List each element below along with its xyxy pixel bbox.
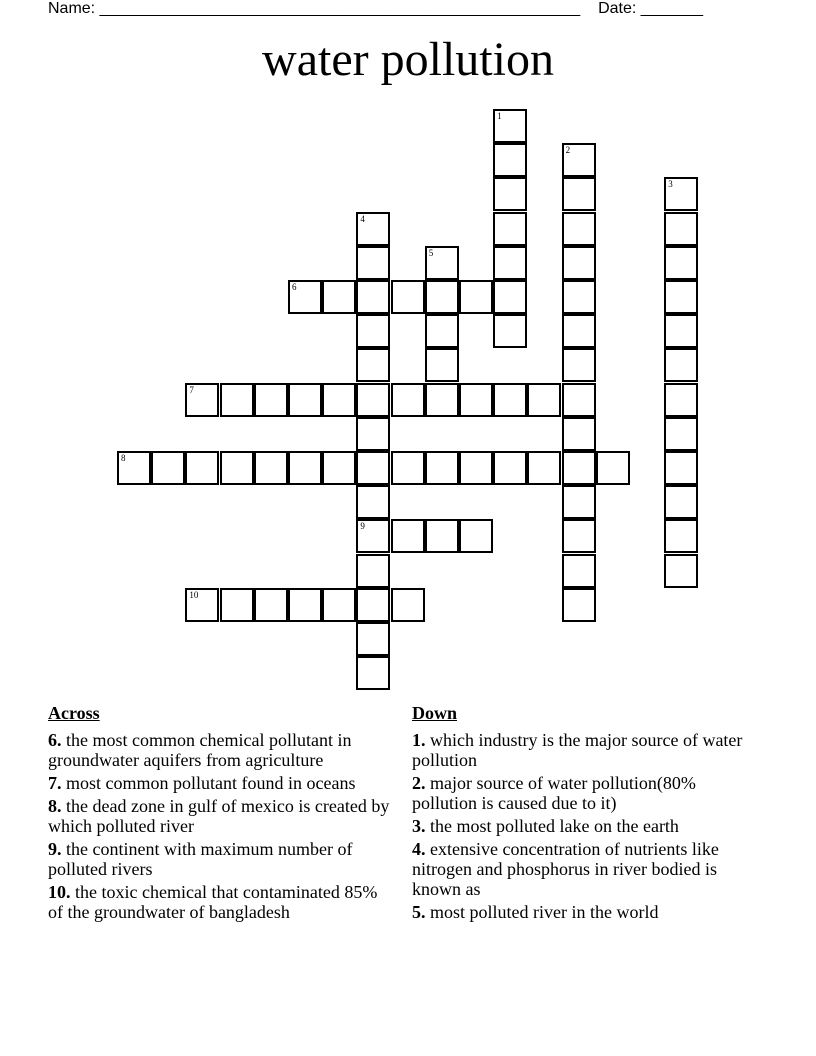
crossword-cell[interactable] xyxy=(459,383,493,417)
crossword-cell[interactable] xyxy=(562,485,596,519)
crossword-cell[interactable] xyxy=(664,451,698,485)
crossword-cell[interactable] xyxy=(664,485,698,519)
crossword-cell[interactable] xyxy=(562,246,596,280)
crossword-cell[interactable] xyxy=(493,383,527,417)
crossword-cell[interactable] xyxy=(527,451,561,485)
crossword-cell[interactable] xyxy=(356,519,390,553)
crossword-cell[interactable] xyxy=(562,348,596,382)
crossword-cell[interactable] xyxy=(493,246,527,280)
crossword-cell[interactable] xyxy=(562,143,596,177)
crossword-cell[interactable] xyxy=(596,451,630,485)
cell-number: 8 xyxy=(121,453,126,463)
crossword-cell[interactable] xyxy=(425,451,459,485)
crossword-cell[interactable] xyxy=(664,177,698,211)
clue-across-6 xyxy=(48,730,393,770)
crossword-cell[interactable] xyxy=(356,554,390,588)
crossword-cell[interactable] xyxy=(493,109,527,143)
clue-text: most common pollutant found in oceans xyxy=(66,773,356,793)
clue-down-2 xyxy=(412,773,757,813)
crossword-cell[interactable] xyxy=(664,383,698,417)
crossword-cell[interactable] xyxy=(288,383,322,417)
cell-number: 2 xyxy=(565,145,571,156)
clue-text: the dead zone in gulf of mexico is created by which polluted river xyxy=(48,796,390,836)
crossword-cell[interactable] xyxy=(254,383,288,417)
cell-number: 9 xyxy=(360,521,365,532)
crossword-cell[interactable] xyxy=(391,451,425,485)
crossword-cell[interactable] xyxy=(391,383,425,417)
crossword-cell[interactable] xyxy=(185,451,219,485)
cell-number: 4 xyxy=(360,213,365,224)
crossword-cell[interactable] xyxy=(664,519,698,553)
crossword-cell[interactable] xyxy=(391,588,425,622)
crossword-cell[interactable] xyxy=(151,451,185,485)
page-title: water pollution xyxy=(262,33,554,86)
crossword-cell[interactable] xyxy=(493,280,527,314)
cell-number: 7 xyxy=(189,384,194,395)
crossword-cell[interactable] xyxy=(562,314,596,348)
clue-down-5 xyxy=(412,902,757,922)
crossword-cell[interactable] xyxy=(356,485,390,519)
clue-text: the continent with maximum number of polluted rivers xyxy=(48,839,353,879)
crossword-cell[interactable] xyxy=(391,519,425,553)
crossword-cell[interactable] xyxy=(664,554,698,588)
clue-text: most polluted river in the world xyxy=(430,902,659,922)
clue-number: 10. xyxy=(48,882,71,902)
crossword-cell[interactable] xyxy=(664,280,698,314)
crossword-cell[interactable] xyxy=(288,280,322,314)
crossword-cell[interactable] xyxy=(117,451,151,485)
crossword-cell[interactable] xyxy=(425,280,459,314)
crossword-cell[interactable] xyxy=(254,451,288,485)
crossword-cell[interactable] xyxy=(664,417,698,451)
across-heading: Across xyxy=(48,703,100,723)
crossword-cell[interactable] xyxy=(356,314,390,348)
crossword-cell[interactable] xyxy=(220,451,254,485)
clue-across-9 xyxy=(48,839,393,879)
crossword-cell[interactable] xyxy=(459,451,493,485)
crossword-cell[interactable] xyxy=(356,451,390,485)
clue-number: 6. xyxy=(48,730,62,750)
crossword-cell[interactable] xyxy=(562,519,596,553)
crossword-cell[interactable] xyxy=(356,622,390,656)
crossword-cell[interactable] xyxy=(356,656,390,690)
crossword-cell[interactable] xyxy=(459,519,493,553)
clue-across-10 xyxy=(48,882,393,922)
name-field[interactable]: Name: ______________________________________________________ xyxy=(48,0,581,17)
crossword-cell[interactable] xyxy=(562,451,596,485)
crossword-cell[interactable] xyxy=(493,314,527,348)
crossword-cell[interactable] xyxy=(356,280,390,314)
clue-down-3 xyxy=(412,816,757,836)
crossword-cell[interactable] xyxy=(425,348,459,382)
crossword-cell[interactable] xyxy=(220,383,254,417)
clue-text: major source of water pollution(80% pollution is caused due to it) xyxy=(412,773,696,813)
crossword-cell[interactable] xyxy=(288,588,322,622)
crossword-cell[interactable] xyxy=(664,348,698,382)
clue-number: 7. xyxy=(48,773,62,793)
clue-number: 5. xyxy=(412,902,426,922)
crossword-cell[interactable] xyxy=(664,246,698,280)
cell-number: 5 xyxy=(428,247,434,258)
clue-number: 8. xyxy=(48,796,62,816)
cell-number: 6 xyxy=(292,282,297,292)
crossword-cell[interactable] xyxy=(527,383,561,417)
crossword-cell[interactable] xyxy=(356,588,390,622)
clue-across-8 xyxy=(48,796,393,836)
crossword-cell[interactable] xyxy=(562,280,596,314)
crossword-cell[interactable] xyxy=(220,588,254,622)
crossword-cell[interactable] xyxy=(288,451,322,485)
crossword-cell[interactable] xyxy=(562,554,596,588)
crossword-cell[interactable] xyxy=(185,383,219,417)
crossword-cell[interactable] xyxy=(356,348,390,382)
crossword-cell[interactable] xyxy=(322,588,356,622)
crossword-cell[interactable] xyxy=(493,212,527,246)
clue-down-4 xyxy=(412,839,757,899)
crossword-cell[interactable] xyxy=(562,588,596,622)
down-heading: Down xyxy=(412,703,458,723)
across-clues xyxy=(48,702,393,925)
crossword-cell[interactable] xyxy=(425,383,459,417)
crossword-cell[interactable] xyxy=(185,588,219,622)
cell-number: 3 xyxy=(668,179,673,190)
date-field[interactable]: Date: _______ xyxy=(598,0,704,17)
crossword-cell[interactable] xyxy=(459,280,493,314)
clue-text: the toxic chemical that contaminated 85% of the groundwater of bangladesh xyxy=(48,882,378,922)
crossword-cell[interactable] xyxy=(664,314,698,348)
crossword-cell[interactable] xyxy=(425,314,459,348)
crossword-cell[interactable] xyxy=(322,280,356,314)
down-clues xyxy=(412,702,757,925)
crossword-cell[interactable] xyxy=(562,383,596,417)
clue-down-1 xyxy=(412,730,757,770)
crossword-cell[interactable] xyxy=(425,519,459,553)
clue-across-7 xyxy=(48,773,393,793)
clue-number: 3. xyxy=(412,816,426,836)
clue-text: extensive concentration of nutrients like nitrogen and phosphorus in river bodied is known as xyxy=(412,839,719,899)
crossword-cell[interactable] xyxy=(562,417,596,451)
crossword-cell[interactable] xyxy=(254,588,288,622)
crossword-cell[interactable] xyxy=(493,177,527,211)
crossword-cell[interactable] xyxy=(356,246,390,280)
crossword-cell[interactable] xyxy=(664,212,698,246)
clue-number: 2. xyxy=(412,773,426,793)
crossword-cell[interactable] xyxy=(493,451,527,485)
crossword-cell[interactable] xyxy=(562,212,596,246)
clue-text: which industry is the major source of water pollution xyxy=(412,730,743,770)
clue-number: 9. xyxy=(48,839,62,859)
clue-text: the most common chemical pollutant in groundwater aquifers from agriculture xyxy=(48,730,352,770)
clue-text: the most polluted lake on the earth xyxy=(430,816,679,836)
crossword-cell[interactable] xyxy=(322,383,356,417)
crossword-cell[interactable] xyxy=(322,451,356,485)
crossword-cell[interactable] xyxy=(562,177,596,211)
crossword-cell[interactable] xyxy=(493,143,527,177)
cell-number: 1 xyxy=(497,111,502,121)
cell-number: 10 xyxy=(189,589,199,600)
clue-number: 1. xyxy=(412,730,426,750)
crossword-cell[interactable] xyxy=(356,417,390,451)
clue-number: 4. xyxy=(412,839,426,859)
crossword-cell[interactable] xyxy=(391,280,425,314)
crossword-cell[interactable] xyxy=(425,246,459,280)
crossword-cell[interactable] xyxy=(356,383,390,417)
crossword-cell[interactable] xyxy=(356,212,390,246)
